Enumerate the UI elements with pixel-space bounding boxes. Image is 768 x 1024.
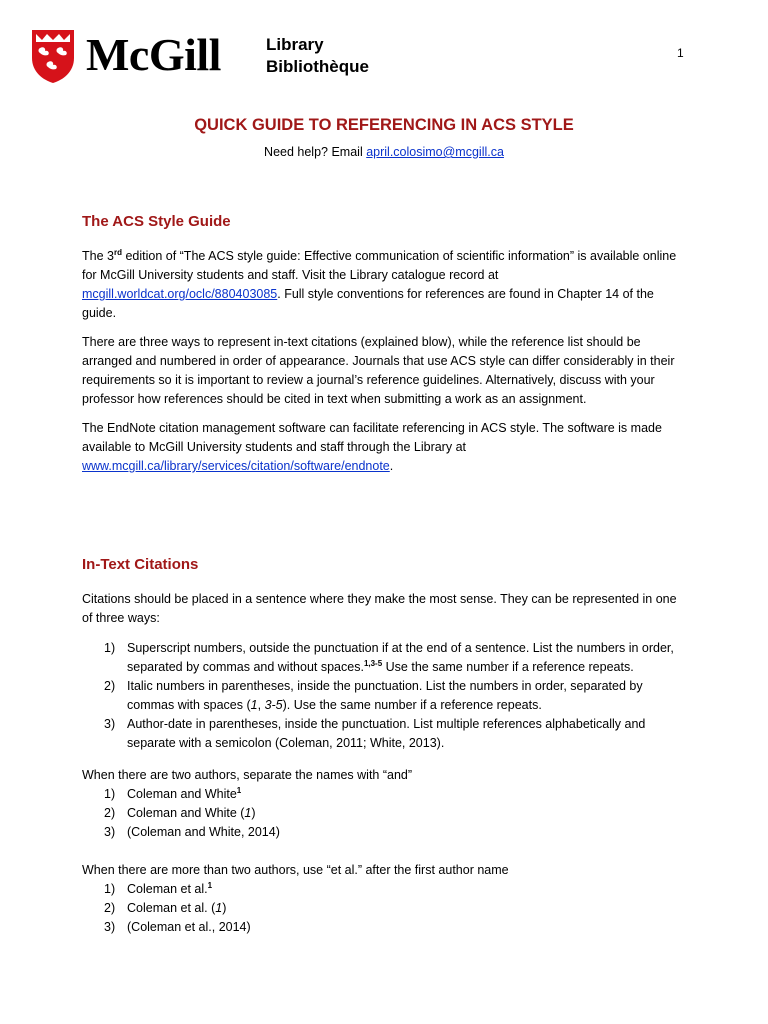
document-title: QUICK GUIDE TO REFERENCING IN ACS STYLE	[194, 116, 574, 134]
paragraph: There are three ways to represent in-text citations (explained blow), while the reference list should be arranged and numbered in order of appearance. Journals that use ACS style can differ considerably in their requirements so it is important to review a journal’s reference guidelines. Alternatively, discuss with your professor how references should be cited in text when submitting a work as an assignment.	[82, 335, 675, 406]
text: .	[389, 459, 394, 473]
list-number: 1)	[104, 787, 116, 801]
list-item	[82, 880, 688, 899]
list-item	[82, 918, 688, 937]
library-label	[266, 34, 369, 78]
italic-text: 1	[244, 806, 252, 820]
italic-text: 1	[250, 698, 258, 712]
help-email-link[interactable]: april.colosimo@mcgill.ca	[366, 145, 504, 159]
text: . Full style conventions for references are found in Chapter 14 of the guide.	[82, 287, 654, 320]
more-authors-list	[82, 880, 688, 937]
text: (Coleman et al., 2014)	[127, 920, 251, 934]
text: )	[251, 806, 256, 820]
section-heading-acs-style-guide: The ACS Style Guide	[82, 213, 231, 230]
list-item	[82, 677, 688, 715]
list-number: 1)	[104, 882, 116, 896]
two-authors-intro: When there are two authors, separate the names with “and”	[82, 768, 413, 782]
text: Coleman and White (	[127, 806, 245, 820]
text: Coleman and White	[127, 787, 237, 801]
list-number: 1)	[104, 641, 116, 655]
text: Italic numbers in parentheses, inside the punctuation. List the numbers in order, separated by commas with spaces (	[127, 679, 643, 712]
text: )	[222, 901, 227, 915]
text: Use the same number if a reference repeats.	[382, 660, 634, 674]
superscript: 1	[207, 880, 213, 890]
italic-text: 3-5	[264, 698, 283, 712]
section-heading-in-text-citations: In-Text Citations	[82, 556, 199, 573]
worldcat-link[interactable]: mcgill.worldcat.org/oclc/880403085	[82, 287, 278, 301]
more-authors-intro: When there are more than two authors, use “et al.” after the first author name	[82, 863, 509, 877]
paragraph	[82, 419, 688, 476]
list-number: 3)	[104, 825, 116, 839]
superscript: 1,3-5	[363, 658, 383, 668]
text: ). Use the same number if a reference repeats.	[282, 698, 542, 712]
list-item	[82, 804, 688, 823]
list-item	[82, 785, 688, 804]
list-item	[82, 899, 688, 918]
text: edition of “The ACS style guide: Effective communication of scientific information” is available online for McGill University students and staff. Visit the Library catalogue record at	[82, 249, 677, 282]
page-number: 1	[677, 46, 684, 60]
text: ,	[257, 698, 265, 712]
text: The EndNote citation management software can facilitate referencing in ACS style. The software is made available to McGill University students and staff through the Library at	[82, 421, 662, 454]
library-label-en: Library	[266, 35, 324, 54]
list-item	[82, 639, 688, 677]
two-authors-list	[82, 785, 688, 842]
help-line	[0, 145, 768, 159]
list-number: 2)	[104, 679, 116, 693]
list-number: 3)	[104, 920, 116, 934]
text: Author-date in parentheses, inside the punctuation. List multiple references alphabetically and separate with a semicolon (Coleman, 2011; White, 2013).	[127, 717, 646, 750]
list-item	[82, 715, 688, 753]
paragraph	[82, 247, 688, 323]
text: (Coleman and White, 2014)	[127, 825, 280, 839]
list-number: 2)	[104, 901, 116, 915]
text: Superscript numbers, outside the punctuation if at the end of a sentence. List the numbers in order, separated by commas and without spaces.	[127, 641, 674, 674]
text: The 3	[82, 249, 114, 263]
citation-ways-list	[82, 639, 688, 753]
text: Coleman et al. (	[127, 901, 216, 915]
list-number: 2)	[104, 806, 116, 820]
library-label-fr: Bibliothèque	[266, 57, 369, 76]
help-prefix: Need help? Email	[264, 145, 367, 159]
paragraph: Citations should be placed in a sentence where they make the most sense. They can be represented in one of three ways:	[82, 592, 677, 625]
mcgill-shield-logo	[30, 28, 76, 84]
list-item	[82, 823, 688, 842]
section2-body	[82, 590, 688, 937]
endnote-link[interactable]: www.mcgill.ca/library/services/citation/software/endnote	[82, 459, 390, 473]
section1-body	[82, 247, 688, 486]
italic-text: 1	[215, 901, 223, 915]
list-number: 3)	[104, 717, 116, 731]
superscript: rd	[113, 247, 122, 257]
text: Coleman et al.	[127, 882, 208, 896]
superscript: 1	[236, 785, 242, 795]
brand-wordmark: McGill	[86, 29, 221, 80]
